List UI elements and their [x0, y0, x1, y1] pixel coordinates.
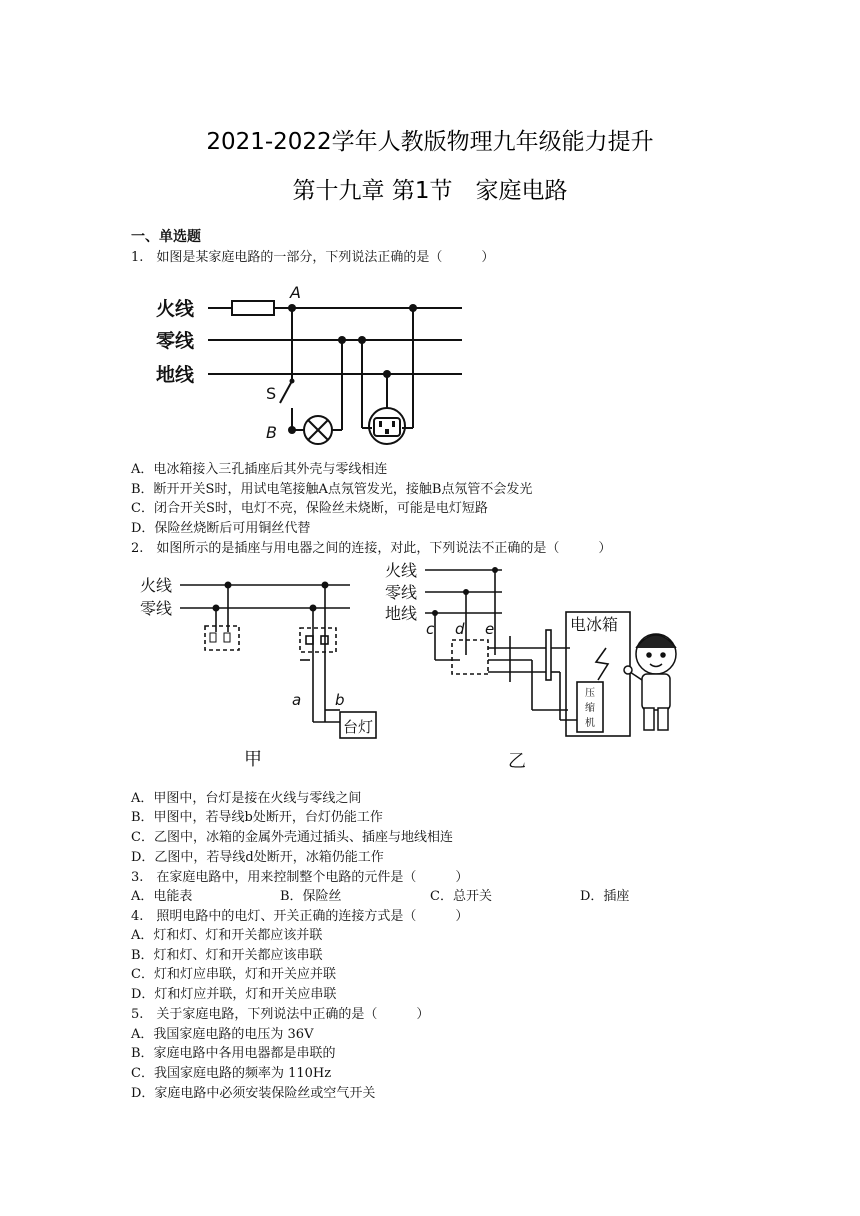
q2-compressor-char-3: 机 [585, 718, 595, 729]
question-3-stem: 3. 在家庭电路中，用来控制整个电路的元件是（ ） [131, 870, 469, 885]
q1-neutral-label: 零线 [156, 330, 195, 352]
question-4-option-b: B．灯和灯、灯和开关都应该串联 [131, 948, 323, 963]
q2-yi-ground-label: 地线 [385, 604, 418, 623]
question-2-circuit-figure [130, 560, 700, 775]
q2-wire-a-label: a [292, 691, 302, 709]
question-2-option-d: D．乙图中，若导线d处断开，冰箱仍能工作 [131, 850, 384, 865]
q2-jia-live-label: 火线 [140, 576, 173, 595]
question-4-option-d: D．灯和灯应并联，灯和开关应串联 [131, 987, 337, 1002]
question-2-option-a: A．甲图中，台灯是接在火线与零线之间 [131, 791, 362, 806]
q1-point-a-label: A [290, 283, 301, 302]
question-4-stem: 4. 照明电路中的电灯、开关正确的连接方式是（ ） [131, 909, 469, 924]
q2-figure-jia-label: 甲 [244, 749, 262, 770]
page-title: 2021-2022学年人教版物理九年级能力提升 [206, 129, 654, 155]
q1-ground-label: 地线 [156, 364, 195, 386]
q2-jia-neutral-label: 零线 [140, 599, 173, 618]
question-3-option-b: B．保险丝 [280, 889, 342, 904]
q1-live-label: 火线 [156, 298, 195, 320]
q2-yi-neutral-label: 零线 [385, 583, 418, 602]
question-3-option-a: A．电能表 [131, 889, 193, 904]
question-5-option-c: C．我国家庭电路的频率为 110Hz [131, 1066, 332, 1081]
q1-switch-label: S [266, 384, 277, 403]
question-4-option-c: C．灯和灯应串联，灯和开关应并联 [131, 967, 336, 982]
question-1-option-b: B．断开开关S时，用试电笔接触A点氖管发光，接触B点氖管不会发光 [131, 482, 533, 497]
question-1-option-d: D．保险丝烧断后可用铜丝代替 [131, 521, 311, 536]
question-1-stem: 1. 如图是某家庭电路的一部分，下列说法正确的是（ ） [131, 250, 495, 265]
q2-compressor-char-1: 压 [585, 688, 595, 699]
q2-wire-b-label: b [335, 691, 345, 709]
question-2-option-b: B．甲图中，若导线b处断开，台灯仍能工作 [131, 810, 383, 825]
q2-wire-d-label: d [455, 620, 465, 638]
q2-wire-e-label: e [485, 620, 495, 638]
q1-point-b-label: B [266, 423, 277, 442]
question-1-option-c: C．闭合开关S时，电灯不亮，保险丝未烧断，可能是电灯短路 [131, 501, 488, 516]
question-5-option-a: A．我国家庭电路的电压为 36V [131, 1027, 314, 1042]
q2-yi-live-label: 火线 [385, 561, 418, 580]
question-2-option-c: C．乙图中，冰箱的金属外壳通过插头、插座与地线相连 [131, 830, 453, 845]
question-3-option-d: D．插座 [580, 889, 630, 904]
question-4-option-a: A．灯和灯、灯和开关都应该并联 [131, 928, 323, 943]
question-5-option-d: D．家庭电路中必须安装保险丝或空气开关 [131, 1086, 376, 1101]
q2-fridge-label: 电冰箱 [570, 615, 619, 634]
page-subtitle: 第十九章 第1节 家庭电路 [292, 178, 568, 204]
section-heading: 一、单选题 [131, 229, 201, 245]
question-5-stem: 5. 关于家庭电路，下列说法中正确的是（ ） [131, 1007, 430, 1022]
question-1-option-a: A．电冰箱接入三孔插座后其外壳与零线相连 [131, 462, 388, 477]
cartoon-boy-icon [624, 634, 676, 730]
q2-compressor-char-2: 缩 [585, 703, 595, 714]
q2-figure-yi-label: 乙 [508, 751, 526, 772]
question-3-option-c: C．总开关 [430, 889, 492, 904]
question-5-option-b: B．家庭电路中各用电器都是串联的 [131, 1046, 336, 1061]
q2-lamp-label: 台灯 [343, 718, 374, 736]
question-1-circuit-figure [150, 278, 480, 448]
question-2-stem: 2. 如图所示的是插座与用电器之间的连接，对此，下列说法不正确的是（ ） [131, 541, 612, 556]
q2-wire-c-label: c [426, 620, 435, 638]
